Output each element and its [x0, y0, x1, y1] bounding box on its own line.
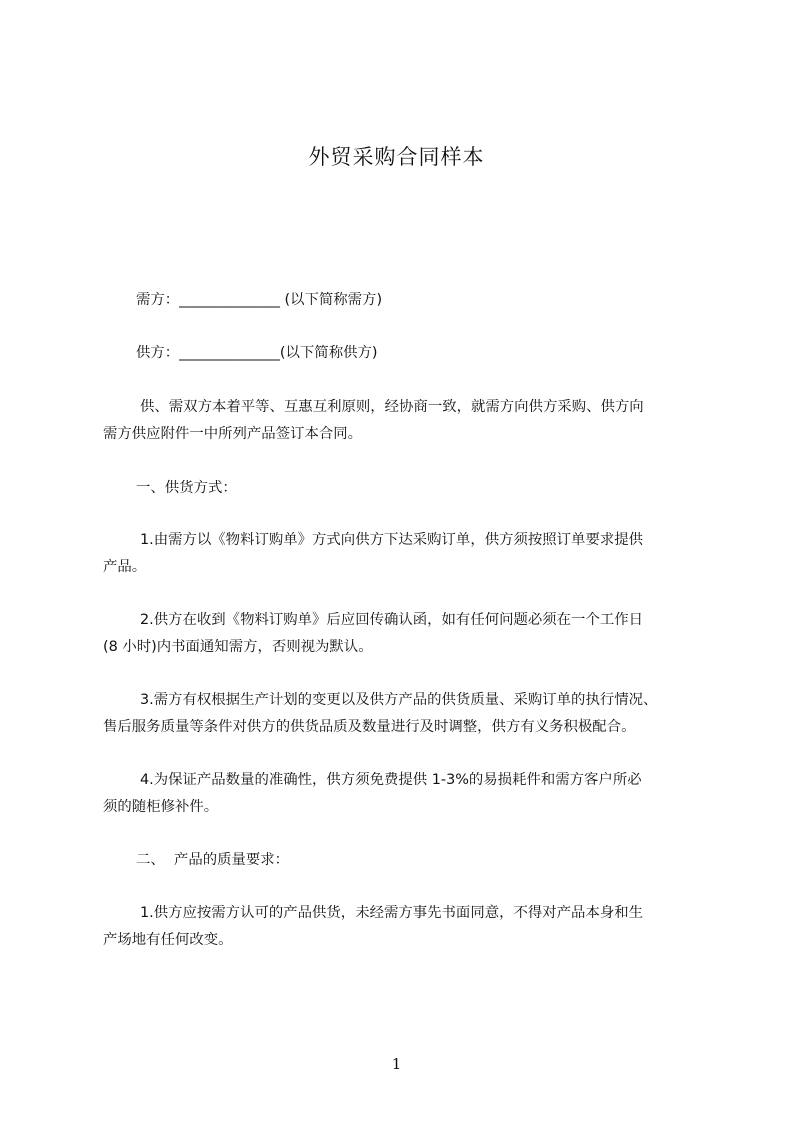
section1-item-3-line-1: 3.需方有权根据生产计划的变更以及供方产品的供货质量、采购订单的执行情况、 [140, 692, 658, 708]
section2-item-1-line-2: 产场地有任何改变。 [103, 932, 233, 948]
intro-paragraph [103, 394, 703, 448]
section1-item-4 [103, 767, 703, 821]
supplier-line: 供方：______________(以下简称供方) [136, 345, 378, 361]
page-number: 1 [391, 1055, 402, 1073]
section2-item-1 [103, 900, 703, 954]
section1-item-1 [103, 527, 703, 581]
page-title: 外贸采购合同样本 [308, 145, 485, 169]
section1-item-1-line-2: 产品。 [103, 559, 147, 575]
section1-heading: 一、供货方式： [136, 480, 237, 496]
section2-item-1-line-1: 1.供方应按需方认可的产品供货，未经需方事先书面同意，不得对产品本身和生 [140, 905, 644, 921]
section1-item-2-line-2: (8 小时)内书面通知需方，否则视为默认。 [103, 639, 373, 655]
intro-line-1: 供、需双方本着平等、互惠互利原则，经协商一致，就需方向供方采购、供方向 [140, 399, 644, 415]
section1-item-4-line-2: 须的随柜修补件。 [103, 799, 219, 815]
intro-line-2: 需方供应附件一中所列产品签订本合同。 [103, 426, 363, 442]
section1-item-2 [103, 607, 703, 661]
section1-item-4-line-1: 4.为保证产品数量的准确性，供方须免费提供 1-3%的易损耗件和需方客户所必 [140, 772, 642, 788]
section1-item-2-line-1: 2.供方在收到《物料订购单》后应回传确认函，如有任何问题必须在一个工作日 [140, 612, 644, 628]
section2-heading: 二、 产品的质量要求： [136, 852, 290, 868]
demander-line: 需方：______________ (以下简称需方) [136, 292, 383, 308]
section1-item-1-line-1: 1.由需方以《物料订购单》方式向供方下达采购订单，供方须按照订单要求提供 [140, 532, 644, 548]
section1-item-3 [103, 687, 703, 741]
section1-item-3-line-2: 售后服务质量等条件对供方的供货品质及数量进行及时调整，供方有义务积极配合。 [103, 719, 636, 735]
